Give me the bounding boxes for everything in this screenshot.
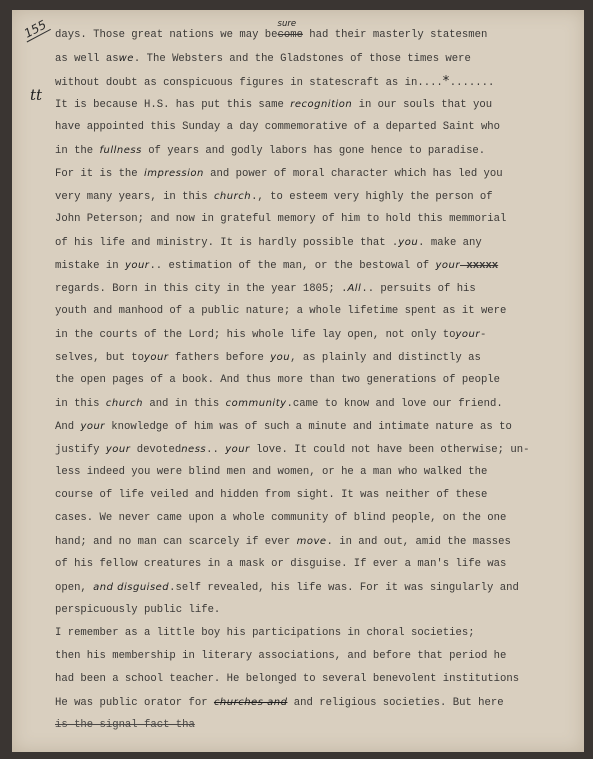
handwritten-insert: impression — [144, 168, 204, 179]
text-segment: regards. Born in this city in the year 1805; . — [55, 283, 348, 295]
document-page — [12, 10, 584, 752]
text-segment: perspicuously public life. — [55, 604, 221, 616]
text-segment: the open pages of a book. And thus more than two generations of people — [55, 374, 501, 386]
text-segment: . in and out, amid the masses — [326, 536, 511, 548]
page-number: 155 — [20, 17, 51, 43]
text-segment: in the courts of the Lord; his whole life lay open, not only to — [55, 329, 456, 341]
handwritten-insert: move — [296, 536, 327, 547]
text-segment: knowledge of him was of such a minute and intimate nature as to — [104, 421, 512, 433]
text-line — [55, 185, 570, 208]
text-line — [55, 346, 570, 369]
text-segment: fathers before — [168, 352, 271, 364]
handwritten-insert: ness — [181, 444, 207, 455]
handwritten-insert: you — [398, 237, 419, 248]
text-segment: as well as — [55, 53, 119, 65]
text-segment: in this — [55, 398, 106, 410]
text-segment: and in this — [142, 398, 226, 410]
asterisk-mark: * — [442, 74, 450, 89]
handwritten-insert: your — [105, 444, 131, 455]
handwritten-insert: churches and — [213, 697, 288, 708]
text-line — [55, 622, 570, 645]
text-line — [55, 323, 570, 346]
text-segment: days. Those great nations we may be — [55, 29, 278, 41]
text-segment: ....... — [449, 77, 495, 89]
handwritten-insert: we — [118, 53, 134, 64]
text-line — [55, 599, 570, 622]
text-line — [55, 254, 570, 277]
text-segment: ., to esteem very highly the person of — [251, 191, 493, 203]
text-segment: without doubt as conspicuous figures in statescraft as in.... — [55, 77, 443, 89]
handwritten-insert: All — [347, 283, 362, 294]
text-line — [55, 507, 570, 530]
handwritten-insert: your — [225, 444, 250, 455]
text-line — [55, 484, 570, 507]
text-segment: .. persuits of his — [361, 283, 476, 295]
text-segment: cases. We never came upon a whole community of blind people, on the one — [55, 512, 507, 524]
text-segment: less indeed you were blind men and women, or he a man who walked the — [55, 466, 488, 478]
text-segment: - — [480, 329, 487, 341]
text-line — [55, 392, 570, 415]
struck-text: xxxxx — [460, 260, 499, 272]
text-segment: .came to know and love our friend. — [286, 398, 503, 410]
handwritten-insert: your — [144, 352, 169, 363]
handwritten-insert: community — [225, 398, 287, 409]
text-segment: and religious societies. But here — [287, 697, 504, 709]
text-segment: devoted — [130, 444, 182, 456]
text-segment: John Peterson; and now in grateful memory of him to hold this memmorial — [55, 213, 507, 225]
text-segment: I remember as a little boy his participations in choral societies; — [55, 627, 475, 639]
text-line — [55, 369, 570, 392]
text-line — [55, 139, 570, 162]
text-line — [55, 231, 570, 254]
text-segment: .self revealed, his life was. For it was singularly and — [169, 582, 519, 594]
text-segment: love. It could not have been otherwise; un- — [249, 444, 530, 456]
struck-text: come — [277, 29, 303, 41]
handwritten-insert: you — [270, 352, 291, 363]
edited-word — [277, 19, 303, 47]
text-segment: For it is the — [55, 168, 145, 180]
handwritten-insert: your — [455, 329, 481, 340]
text-line — [55, 461, 570, 484]
text-segment: in our souls that you — [352, 99, 493, 111]
text-segment: .. — [206, 444, 226, 456]
text-segment: .. estimation of the man, or the bestowal of — [149, 260, 436, 272]
text-line — [55, 116, 570, 139]
text-line — [55, 208, 570, 231]
handwritten-insert: your — [435, 260, 461, 271]
handwritten-insert: your — [80, 421, 105, 432]
text-segment: of his life and ministry. It is hardly possible that . — [55, 237, 399, 249]
text-segment: course of life veiled and hidden from sight. It was neither of these — [55, 489, 488, 501]
text-segment: mistake in — [55, 260, 125, 272]
text-line — [55, 70, 570, 93]
text-segment: justify — [55, 444, 106, 456]
text-segment: very many years, in this — [55, 191, 214, 203]
margin-mark: tt — [30, 86, 43, 104]
text-segment: . The Websters and the Gladstones of those times were — [133, 53, 471, 65]
text-line — [55, 645, 570, 668]
text-segment: of his fellow creatures in a mask or disguise. If ever a man's life was — [55, 558, 507, 570]
text-segment: , as plainly and distinctly as — [290, 352, 481, 364]
text-line — [55, 277, 570, 300]
text-line — [55, 691, 570, 714]
text-line — [55, 668, 570, 691]
text-line — [55, 93, 570, 116]
text-segment: have appointed this Sunday a day commemorative of a departed Saint who — [55, 121, 501, 133]
text-line — [55, 553, 570, 576]
text-segment: hand; and no man can scarcely if ever — [55, 536, 297, 548]
text-segment: and power of moral character which has led you — [203, 168, 503, 180]
text-segment: selves, but to — [55, 352, 145, 364]
handwritten-insert: sure — [277, 19, 297, 29]
text-segment: had their masterly statesmen — [302, 29, 488, 41]
text-line — [55, 162, 570, 185]
text-line — [55, 530, 570, 553]
handwritten-insert: and disguised — [93, 582, 170, 593]
text-line — [55, 47, 570, 70]
text-segment: then his membership in literary associations, and before that period he — [55, 650, 507, 662]
text-line — [55, 300, 570, 323]
text-segment: He was public orator for — [55, 697, 214, 709]
typed-text-body — [55, 19, 570, 737]
text-segment: . make any — [418, 237, 482, 249]
text-segment: youth and manhood of a public nature; a whole lifetime spent as it were — [55, 305, 507, 317]
text-line — [55, 714, 570, 737]
text-segment: of years and godly labors has gone hence to paradise. — [141, 145, 486, 157]
text-line — [55, 19, 570, 47]
text-line — [55, 438, 570, 461]
text-line — [55, 576, 570, 599]
handwritten-insert: your — [124, 260, 150, 271]
handwritten-insert: fullness — [99, 145, 142, 156]
text-line — [55, 415, 570, 438]
text-segment: open, — [55, 582, 94, 594]
text-segment: had been a school teacher. He belonged to several benevolent institutions — [55, 673, 520, 685]
handwritten-insert: church — [105, 398, 143, 409]
text-segment: in the — [55, 145, 100, 157]
handwritten-insert: recognition — [290, 99, 353, 110]
struck-text: is the signal fact tha — [55, 719, 195, 731]
handwritten-insert: church — [213, 191, 252, 202]
text-segment: And — [55, 421, 81, 433]
text-segment: It is because H.S. has put this same — [55, 99, 291, 111]
